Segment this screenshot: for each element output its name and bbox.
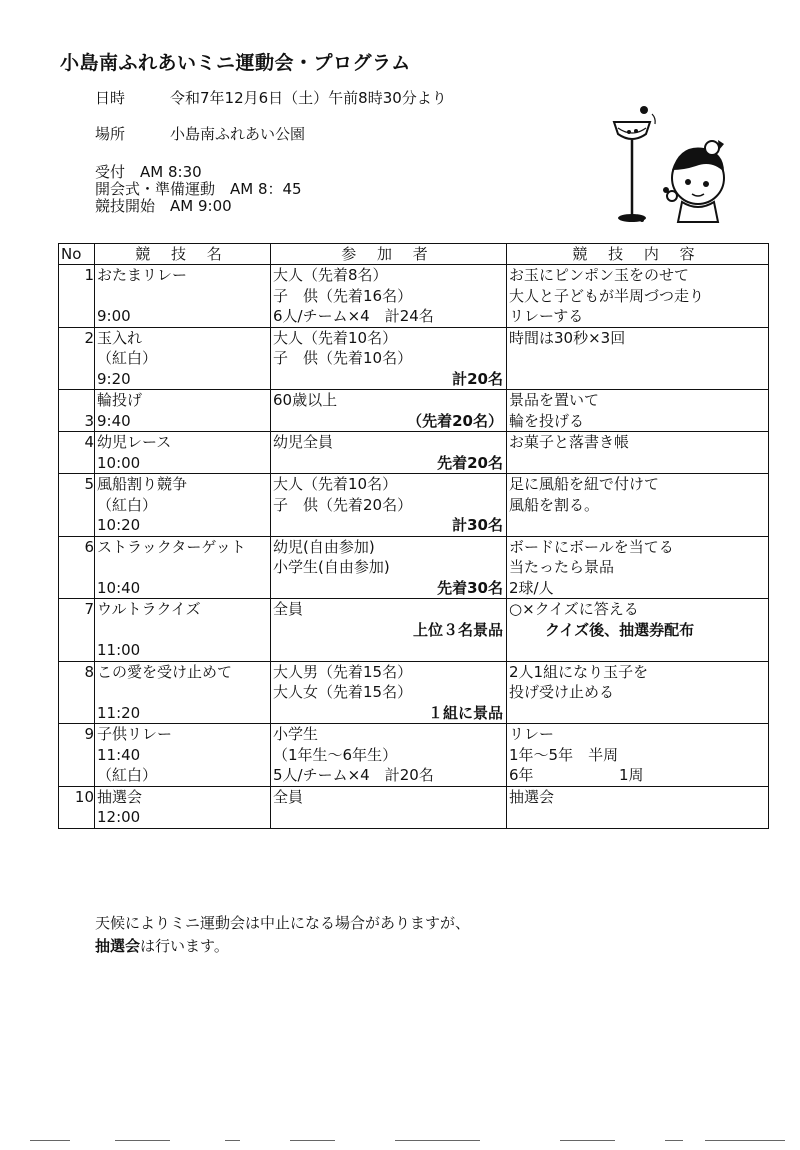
content-line: クイズ後、抽選券配布 bbox=[545, 620, 695, 639]
content-line: 大人と子どもが半周づつ走り bbox=[509, 286, 705, 305]
table-row bbox=[59, 536, 769, 599]
footnote-line-2-rest: は行います。 bbox=[140, 937, 229, 955]
event-name: 風船割り競争 bbox=[97, 475, 188, 493]
table-row bbox=[59, 432, 769, 474]
event-name: 玉入れ bbox=[97, 328, 143, 347]
content-line: 輪を投げる bbox=[509, 411, 585, 430]
row-number: 10 bbox=[59, 786, 95, 828]
event-time: 11:20 bbox=[97, 703, 141, 722]
participants-line: 子 供（先着20名） bbox=[273, 495, 413, 514]
event-name: 輪投げ bbox=[97, 391, 143, 409]
participants-cell bbox=[271, 661, 507, 724]
event-name: 抽選会 bbox=[97, 787, 143, 806]
header-no: No bbox=[59, 244, 95, 265]
event-name: 子供リレー bbox=[97, 725, 173, 743]
content-cell bbox=[507, 265, 769, 328]
program-table bbox=[58, 243, 769, 829]
event-time: 11:00 bbox=[97, 641, 141, 659]
participants-line: 60歳以上 bbox=[273, 391, 338, 409]
content-line: お玉にピンポン玉をのせて bbox=[509, 266, 690, 284]
event-sub bbox=[97, 286, 270, 307]
event-time: 10:20 bbox=[97, 516, 141, 534]
table-row bbox=[59, 724, 769, 787]
content-line: お菓子と落書き帳 bbox=[509, 433, 630, 451]
scan-divider bbox=[30, 1140, 70, 1141]
participants-line: 大人男（先着15名） bbox=[273, 662, 413, 681]
content-grade: 6年 bbox=[509, 766, 534, 784]
row-number: 3 bbox=[59, 390, 95, 432]
place-value: 小島南ふれあい公園 bbox=[170, 125, 306, 143]
participants-line: （1年生～6年生） bbox=[273, 745, 398, 764]
participants-cell bbox=[271, 327, 507, 390]
schedule-block bbox=[95, 164, 302, 215]
participants-prize: 上位３名景品 bbox=[412, 620, 503, 639]
participants-cell bbox=[271, 599, 507, 662]
participants-line: 子 供（先着16名） bbox=[273, 286, 413, 305]
content-cell bbox=[507, 432, 769, 474]
scan-divider bbox=[115, 1140, 170, 1141]
content-cell bbox=[507, 724, 769, 787]
event-time: 10:40 bbox=[97, 578, 141, 597]
table-row bbox=[59, 327, 769, 390]
content-cell bbox=[507, 599, 769, 662]
participants-line: 子 供（先着10名） bbox=[273, 349, 413, 367]
event-name: おたまリレー bbox=[97, 266, 188, 284]
content-cell bbox=[507, 536, 769, 599]
header-participants: 参 加 者 bbox=[271, 244, 507, 265]
row-number: 4 bbox=[59, 432, 95, 474]
participants-line: 小学生(自由参加) bbox=[273, 558, 390, 576]
table-row bbox=[59, 474, 769, 537]
event-name: ウルトラクイズ bbox=[97, 600, 201, 618]
content-lap: 1周 bbox=[619, 766, 644, 784]
event-name-cell bbox=[95, 724, 271, 787]
event-sub: （紅白） bbox=[97, 495, 158, 514]
table-header-row bbox=[59, 244, 769, 265]
content-line: リレー bbox=[509, 725, 555, 743]
content-cell bbox=[507, 786, 769, 828]
scan-divider bbox=[665, 1140, 683, 1141]
participants-line: 幼児全員 bbox=[273, 433, 334, 451]
content-line: 時間は30秒×3回 bbox=[509, 328, 626, 347]
participants-line: 大人（先着10名） bbox=[273, 328, 398, 347]
mascot-illustration bbox=[600, 100, 735, 230]
content-line: ボードにボールを当てる bbox=[509, 537, 674, 556]
content-line: 抽選会 bbox=[509, 787, 555, 806]
table-row bbox=[59, 390, 769, 432]
content-cell bbox=[507, 661, 769, 724]
header-content: 競 技 内 容 bbox=[507, 244, 769, 265]
date-row bbox=[95, 89, 447, 107]
scan-divider bbox=[395, 1140, 480, 1141]
content-line: 当たったら景品 bbox=[509, 558, 615, 576]
participants-prize: １組に景品 bbox=[427, 703, 503, 722]
participants-line: 小学生 bbox=[273, 725, 319, 743]
footnote-line-1: 天候によりミニ運動会は中止になる場合がありますが、 bbox=[95, 914, 471, 932]
participants-cell bbox=[271, 432, 507, 474]
participants-total: 先着30名 bbox=[437, 578, 503, 597]
lottery-emphasis: 抽選会 bbox=[95, 937, 141, 955]
content-cell bbox=[507, 474, 769, 537]
scan-divider bbox=[290, 1140, 335, 1141]
content-line: ○×クイズに答える bbox=[509, 600, 639, 618]
scan-divider bbox=[225, 1140, 240, 1141]
event-time: 9:40 bbox=[97, 411, 131, 430]
competition-start-time: 競技開始 AM 9:00 bbox=[95, 197, 232, 215]
event-name-cell bbox=[95, 474, 271, 537]
scan-divider bbox=[705, 1140, 785, 1141]
participants-line: 5人/チーム×4 計20名 bbox=[273, 766, 434, 784]
content-line: 1年～5年 半周 bbox=[509, 745, 619, 764]
row-number: 6 bbox=[59, 536, 95, 599]
participants-total: 計30名 bbox=[452, 516, 503, 534]
event-sub: （紅白） bbox=[97, 349, 158, 367]
table-row bbox=[59, 265, 769, 328]
event-time: 9:20 bbox=[97, 369, 131, 388]
participants-line: 大人女（先着15名） bbox=[273, 683, 413, 701]
event-name-cell bbox=[95, 390, 271, 432]
page-title: 小島南ふれあいミニ運動会・プログラム bbox=[60, 52, 411, 74]
row-number: 9 bbox=[59, 724, 95, 787]
event-time: 10:00 bbox=[97, 453, 141, 472]
content-line: リレーする bbox=[509, 307, 584, 325]
participants-line: 幼児(自由参加) bbox=[273, 537, 375, 556]
row-number: 8 bbox=[59, 661, 95, 724]
row-number: 2 bbox=[59, 327, 95, 390]
event-time: 12:00 bbox=[97, 808, 141, 826]
row-number: 1 bbox=[59, 265, 95, 328]
participants-cell bbox=[271, 724, 507, 787]
content-line: 2球/人 bbox=[509, 578, 554, 597]
event-name-cell bbox=[95, 536, 271, 599]
participants-line: 全員 bbox=[273, 600, 304, 618]
event-sub: （紅白） bbox=[97, 766, 158, 784]
participants-cell bbox=[271, 536, 507, 599]
participants-total: 計20名 bbox=[452, 369, 503, 388]
participants-total: （先着20名） bbox=[407, 411, 503, 430]
opening-ceremony-time: 開会式・準備運動 AM 8：45 bbox=[95, 180, 302, 198]
event-name-cell bbox=[95, 265, 271, 328]
participants-line: 全員 bbox=[273, 787, 304, 806]
footnote-line-2 bbox=[95, 935, 470, 958]
participants-line: 大人（先着10名） bbox=[273, 475, 398, 493]
date-label: 日時 bbox=[95, 89, 126, 107]
place-row bbox=[95, 125, 305, 143]
event-name: この愛を受け止めて bbox=[97, 662, 233, 681]
content-line: 2人1組になり玉子を bbox=[509, 662, 649, 681]
event-name: ストラックターゲット bbox=[97, 537, 246, 556]
event-name-cell bbox=[95, 327, 271, 390]
event-name-cell bbox=[95, 786, 271, 828]
table-row bbox=[59, 599, 769, 662]
content-line: 足に風船を紐で付けて bbox=[509, 475, 660, 493]
event-time: 9:00 bbox=[97, 307, 131, 325]
content-cell bbox=[507, 390, 769, 432]
content-line: 景品を置いて bbox=[509, 391, 600, 409]
participants-line: 大人（先着8名） bbox=[273, 266, 388, 284]
content-cell bbox=[507, 327, 769, 390]
reception-time: 受付 AM 8:30 bbox=[95, 163, 202, 181]
event-name-cell bbox=[95, 432, 271, 474]
participants-cell bbox=[271, 474, 507, 537]
event-name: 幼児レース bbox=[97, 433, 172, 451]
event-time: 11:40 bbox=[97, 745, 141, 764]
table-row bbox=[59, 661, 769, 724]
date-value: 令和7年12月6日（土）午前8時30分より bbox=[170, 89, 447, 107]
content-line: 投げ受け止める bbox=[509, 683, 615, 701]
content-line bbox=[509, 765, 768, 786]
table-row bbox=[59, 786, 769, 828]
event-name-cell bbox=[95, 661, 271, 724]
scan-divider bbox=[560, 1140, 615, 1141]
participants-total: 先着20名 bbox=[437, 453, 503, 472]
row-number: 7 bbox=[59, 599, 95, 662]
content-line: 風船を割る。 bbox=[509, 495, 600, 514]
participants-line: 6人/チーム×4 計24名 bbox=[273, 307, 434, 325]
row-number: 5 bbox=[59, 474, 95, 537]
footnote bbox=[95, 912, 470, 958]
header-event-name: 競 技 名 bbox=[95, 244, 271, 265]
participants-cell bbox=[271, 265, 507, 328]
participants-cell bbox=[271, 390, 507, 432]
participants-cell bbox=[271, 786, 507, 828]
place-label: 場所 bbox=[95, 125, 126, 143]
event-name-cell bbox=[95, 599, 271, 662]
